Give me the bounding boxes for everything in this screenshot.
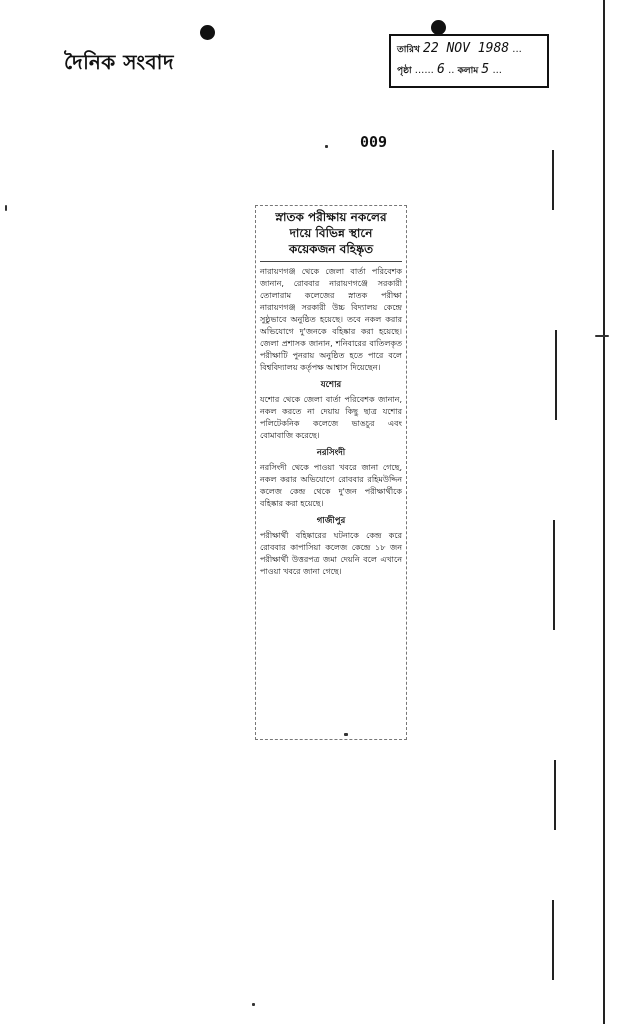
scan-speck	[325, 145, 328, 148]
scan-edge-mark	[554, 760, 556, 830]
punch-hole-left	[200, 25, 215, 40]
stamp-date-row: তারিখ 22 NOV 1988 ...	[397, 41, 522, 56]
headline-line: দায়ে বিভিন্ন স্থানে	[289, 226, 373, 240]
scan-edge-mark	[555, 330, 557, 420]
scan-speck	[5, 205, 7, 211]
dateline-narsingdi: নরসিংদী	[316, 448, 346, 458]
dateline-gazipur: গাজীপুর	[316, 516, 346, 526]
article-paragraph: নারায়ণগঞ্জ থেকে জেলা বার্তা পরিবেশক জানান, রোববার নারায়ণগঞ্জে সরকারী তোলারাম কলেজের স্নাতক পরীক্ষা নারায়ণগঞ্জ সরকারী উচ্চ বিদ্যালয় কেন্দ্রে সুষ্ঠুভাবে অনুষ্ঠিত হয়েছে। তবে নকল করার অভিযোগে দু'জনকে বহিষ্কার করা হয়েছে। জেলা প্রশাসক জানান, শনিবারের বাতিলকৃত পরীক্ষাটি পুনরায় অনুষ্ঠিত হতে পারে বলে বিশ্ববিদ্যালয় কর্তৃপক্ষ আশ্বাস দিয়েছেন।	[260, 267, 402, 372]
stamp-page-value: 6	[437, 62, 445, 77]
scan-edge-mark	[552, 900, 554, 980]
headline-line: কয়েকজন বহিষ্কৃত	[288, 242, 374, 256]
stamp-page-label: পৃষ্ঠা	[397, 66, 412, 76]
stamp-date-value: 22 NOV 1988	[423, 41, 510, 56]
stamp-date-label: তারিখ	[397, 45, 420, 55]
article-paragraph: যশোর থেকে জেলা বার্তা পরিবেশক জানান, নকল করতে না দেয়ায় কিছু ছাত্র যশোর পলিটেকনিক কলেজে ভাঙচুর এবং বোমাবাজি করেছে।	[260, 395, 402, 440]
news-clipping	[255, 205, 407, 740]
headline-line: স্নাতক পরীক্ষায় নকলের	[275, 210, 387, 224]
scan-edge-mark	[553, 520, 555, 630]
scan-edge-line	[603, 0, 605, 1024]
newspaper-masthead: দৈনিক সংবাদ	[64, 50, 174, 74]
article-headline	[260, 209, 402, 262]
scan-speck	[252, 1003, 255, 1006]
stamp-page-row: পৃষ্ঠা ...... 6 .. কলাম 5 ...	[397, 62, 502, 77]
stamp-column-label: কলাম	[457, 66, 479, 76]
scan-speck	[595, 335, 609, 337]
date-stamp	[389, 34, 549, 88]
page-number: 009	[360, 133, 388, 151]
stamp-column-value: 5	[481, 62, 490, 77]
punch-hole-right	[431, 20, 446, 35]
article-paragraph: পরীক্ষার্থী বহিষ্কারের ঘটনাকে কেন্দ্র করে রোববার কাপাসিয়া কলেজ কেন্দ্রে ১৮ জন পরীক্ষার্থী উত্তরপত্র জমা দেয়নি বলে এখানে পাওয়া খবরে জানা গেছে।	[260, 531, 402, 576]
scan-speck	[344, 733, 348, 736]
scan-edge-mark	[552, 150, 554, 210]
dateline-jessore: যশোর	[320, 380, 342, 390]
article-paragraph: নরসিংদী থেকে পাওয়া খবরে জানা গেছে, নকল করার অভিযোগে রোববার রহিমউদ্দিন কলেজ কেন্দ্র থেকে দু'জন পরীক্ষার্থীকে বহিষ্কার করা হয়েছে।	[260, 463, 402, 508]
